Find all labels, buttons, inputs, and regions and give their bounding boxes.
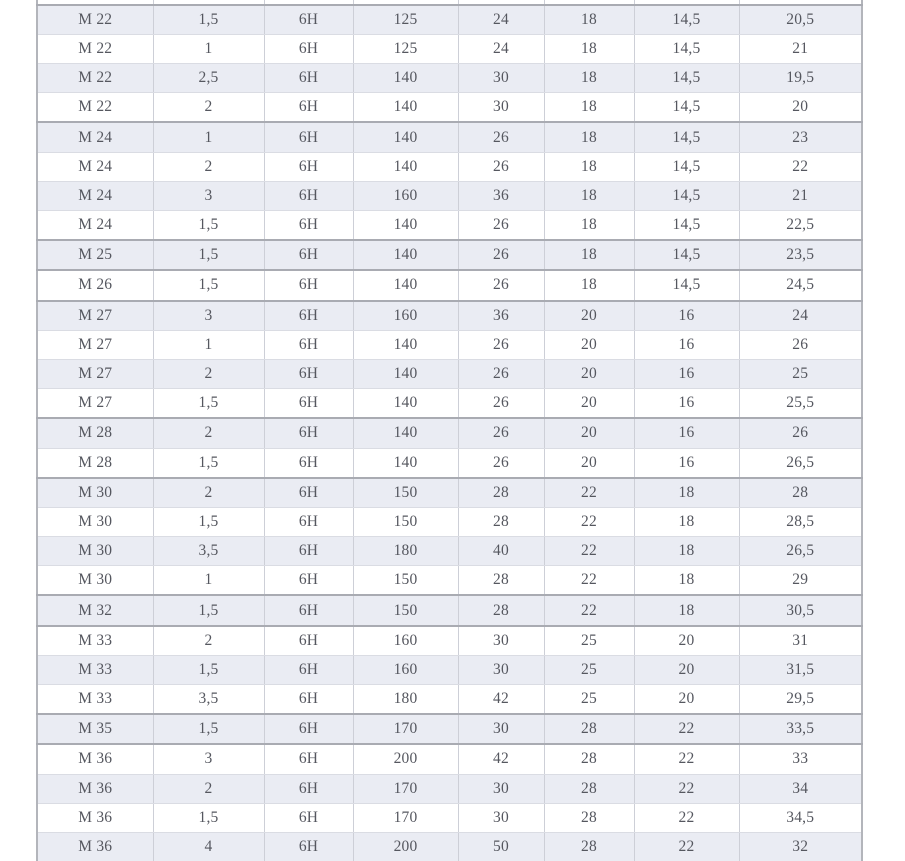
- table-cell: 150: [353, 507, 458, 536]
- table-cell: 3: [153, 744, 264, 774]
- table-cell: 6H: [264, 595, 353, 625]
- table-row: [37, 685, 862, 715]
- table-cell: 30: [458, 803, 544, 832]
- table-cell: 1: [153, 566, 264, 596]
- table-cell: 20: [634, 685, 739, 715]
- table-cell: 31,5: [739, 655, 862, 684]
- table-cell: M 24: [37, 181, 153, 210]
- table-cell: 20: [634, 626, 739, 656]
- table-row: [37, 803, 862, 832]
- table-cell: 14,5: [634, 211, 739, 241]
- table-row: [37, 774, 862, 803]
- table-cell: 1,5: [153, 5, 264, 35]
- table-cell: 18: [544, 93, 634, 123]
- table-cell: 20,5: [739, 5, 862, 35]
- table-cell: 16: [634, 359, 739, 388]
- table-cell: 40: [458, 537, 544, 566]
- table-cell: 25: [544, 626, 634, 656]
- table-cell: 21: [739, 34, 862, 63]
- table-cell: 18: [634, 537, 739, 566]
- table-cell: 1,5: [153, 389, 264, 419]
- table-cell: 140: [353, 330, 458, 359]
- table-cell: M 24: [37, 122, 153, 152]
- table-cell: M 36: [37, 744, 153, 774]
- table-row: [37, 655, 862, 684]
- table-row: [37, 152, 862, 181]
- table-cell: 16: [634, 301, 739, 331]
- table-cell: 140: [353, 359, 458, 388]
- table-cell: 2: [153, 478, 264, 508]
- table-cell: 21: [739, 181, 862, 210]
- table-row: [37, 714, 862, 744]
- table-cell: 6H: [264, 537, 353, 566]
- table-cell: 22: [544, 595, 634, 625]
- table-row: [37, 301, 862, 331]
- table-cell: 140: [353, 448, 458, 478]
- table-cell: 16: [634, 330, 739, 359]
- table-cell: 6H: [264, 301, 353, 331]
- table-cell: 3,5: [153, 685, 264, 715]
- table-cell: M 28: [37, 448, 153, 478]
- table-cell: 26: [458, 448, 544, 478]
- table-cell: 140: [353, 389, 458, 419]
- table-row: [37, 211, 862, 241]
- table-cell: 150: [353, 478, 458, 508]
- table-cell: 170: [353, 714, 458, 744]
- table-cell: 3,5: [153, 537, 264, 566]
- table-cell: 18: [634, 507, 739, 536]
- table-cell: 18: [544, 122, 634, 152]
- table-cell: 28: [458, 595, 544, 625]
- table-cell: 26: [458, 359, 544, 388]
- table-row: [37, 744, 862, 774]
- table-cell: M 36: [37, 774, 153, 803]
- table-cell: 33,5: [739, 714, 862, 744]
- table-row: [37, 181, 862, 210]
- table-cell: M 27: [37, 359, 153, 388]
- table-cell: 1,5: [153, 240, 264, 270]
- table-cell: 18: [634, 566, 739, 596]
- table-cell: 34: [739, 774, 862, 803]
- table-cell: 18: [544, 181, 634, 210]
- table-cell: 1: [153, 122, 264, 152]
- table-cell: 6H: [264, 389, 353, 419]
- table-cell: 50: [458, 832, 544, 861]
- table-cell: 1,5: [153, 595, 264, 625]
- table-cell: 16: [634, 418, 739, 448]
- table-cell: 18: [544, 5, 634, 35]
- table-cell: 14,5: [634, 270, 739, 300]
- table-cell: 19,5: [739, 64, 862, 93]
- table-cell: 22: [739, 152, 862, 181]
- table-cell: M 22: [37, 93, 153, 123]
- table-cell: 20: [544, 389, 634, 419]
- table-cell: 14,5: [634, 240, 739, 270]
- table-cell: 1,5: [153, 270, 264, 300]
- table-cell: 14,5: [634, 34, 739, 63]
- table-cell: 3: [153, 301, 264, 331]
- table-cell: 28: [544, 714, 634, 744]
- table-cell: 18: [634, 478, 739, 508]
- table-cell: M 36: [37, 803, 153, 832]
- table-row: [37, 122, 862, 152]
- table-cell: 150: [353, 566, 458, 596]
- table-cell: M 25: [37, 240, 153, 270]
- table-cell: M 27: [37, 389, 153, 419]
- table-cell: 26: [458, 389, 544, 419]
- table-cell: 30: [458, 626, 544, 656]
- table-cell: 29: [739, 566, 862, 596]
- table-cell: 30: [458, 714, 544, 744]
- table-cell: M 30: [37, 507, 153, 536]
- table-cell: 26: [458, 418, 544, 448]
- table-cell: 22: [634, 832, 739, 861]
- table-row: [37, 507, 862, 536]
- table-cell: M 22: [37, 64, 153, 93]
- table-cell: 26: [458, 122, 544, 152]
- table-cell: 18: [544, 211, 634, 241]
- table-cell: 18: [544, 270, 634, 300]
- table-cell: M 22: [37, 5, 153, 35]
- table-cell: 25: [544, 685, 634, 715]
- table-cell: 22,5: [739, 211, 862, 241]
- table-row: [37, 34, 862, 63]
- table-cell: 26,5: [739, 537, 862, 566]
- table-cell: M 24: [37, 152, 153, 181]
- table-cell: 14,5: [634, 152, 739, 181]
- table-row: [37, 270, 862, 300]
- table-cell: 14,5: [634, 93, 739, 123]
- table-cell: 6H: [264, 64, 353, 93]
- table-row: [37, 240, 862, 270]
- table-cell: M 35: [37, 714, 153, 744]
- table-cell: 6H: [264, 34, 353, 63]
- table-cell: 140: [353, 240, 458, 270]
- table-cell: M 22: [37, 34, 153, 63]
- table-cell: 2: [153, 774, 264, 803]
- table-row: [37, 5, 862, 35]
- table-cell: 23: [739, 122, 862, 152]
- table-cell: 30: [458, 93, 544, 123]
- table-cell: 28: [544, 774, 634, 803]
- table-cell: 36: [458, 301, 544, 331]
- table-cell: 2: [153, 359, 264, 388]
- table-cell: 24: [458, 34, 544, 63]
- table-cell: 160: [353, 181, 458, 210]
- table-cell: 16: [634, 389, 739, 419]
- table-cell: M 30: [37, 478, 153, 508]
- table-cell: 6H: [264, 685, 353, 715]
- table-cell: 140: [353, 270, 458, 300]
- thread-specs-table: [36, 0, 863, 861]
- table-cell: 14,5: [634, 122, 739, 152]
- table-cell: 28: [458, 566, 544, 596]
- table-cell: 2,5: [153, 64, 264, 93]
- table-cell: 140: [353, 64, 458, 93]
- table-cell: 25: [739, 359, 862, 388]
- table-cell: 170: [353, 803, 458, 832]
- table-cell: 6H: [264, 240, 353, 270]
- table-row: [37, 537, 862, 566]
- specs-table-body: [37, 0, 862, 861]
- table-cell: 25,5: [739, 389, 862, 419]
- table-cell: 22: [634, 803, 739, 832]
- table-cell: 20: [544, 359, 634, 388]
- table-cell: 1,5: [153, 448, 264, 478]
- table-cell: 24,5: [739, 270, 862, 300]
- table-cell: 125: [353, 5, 458, 35]
- table-cell: 6H: [264, 448, 353, 478]
- table-cell: 26: [458, 211, 544, 241]
- table-cell: 6H: [264, 626, 353, 656]
- table-cell: 28: [458, 478, 544, 508]
- table-cell: 6H: [264, 478, 353, 508]
- table-row: [37, 448, 862, 478]
- table-cell: M 30: [37, 537, 153, 566]
- table-cell: 31: [739, 626, 862, 656]
- table-cell: 200: [353, 832, 458, 861]
- table-cell: 6H: [264, 122, 353, 152]
- table-cell: 20: [544, 330, 634, 359]
- table-cell: 30: [458, 64, 544, 93]
- table-cell: 6H: [264, 566, 353, 596]
- table-cell: 6H: [264, 181, 353, 210]
- table-cell: 150: [353, 595, 458, 625]
- table-cell: 20: [544, 301, 634, 331]
- table-cell: 28: [544, 744, 634, 774]
- table-cell: 30: [458, 655, 544, 684]
- table-cell: 18: [544, 34, 634, 63]
- table-cell: 20: [739, 93, 862, 123]
- table-cell: 29,5: [739, 685, 862, 715]
- table-cell: 30,5: [739, 595, 862, 625]
- table-cell: M 33: [37, 626, 153, 656]
- table-cell: 6H: [264, 744, 353, 774]
- table-cell: 160: [353, 655, 458, 684]
- table-cell: 22: [634, 774, 739, 803]
- table-cell: 1: [153, 34, 264, 63]
- table-row: [37, 832, 862, 861]
- table-row: [37, 418, 862, 448]
- table-cell: 36: [458, 181, 544, 210]
- table-cell: 180: [353, 537, 458, 566]
- table-row: [37, 626, 862, 656]
- table-cell: 14,5: [634, 5, 739, 35]
- table-cell: 42: [458, 685, 544, 715]
- table-cell: 26: [458, 270, 544, 300]
- table-row: [37, 64, 862, 93]
- table-cell: 22: [544, 507, 634, 536]
- table-cell: M 26: [37, 270, 153, 300]
- table-cell: 28,5: [739, 507, 862, 536]
- table-row: [37, 566, 862, 596]
- table-cell: 16: [634, 448, 739, 478]
- table-cell: 140: [353, 152, 458, 181]
- table-cell: 140: [353, 122, 458, 152]
- table-cell: 25: [544, 655, 634, 684]
- table-cell: 4: [153, 832, 264, 861]
- table-cell: 26,5: [739, 448, 862, 478]
- table-cell: 22: [544, 537, 634, 566]
- table-cell: 3: [153, 181, 264, 210]
- table-cell: 6H: [264, 359, 353, 388]
- table-cell: 14,5: [634, 181, 739, 210]
- table-cell: 180: [353, 685, 458, 715]
- table-cell: 6H: [264, 152, 353, 181]
- table-cell: 160: [353, 626, 458, 656]
- table-cell: 2: [153, 626, 264, 656]
- table-cell: 28: [458, 507, 544, 536]
- table-cell: 6H: [264, 5, 353, 35]
- table-cell: 28: [544, 803, 634, 832]
- table-cell: 26: [458, 330, 544, 359]
- table-cell: 22: [634, 714, 739, 744]
- table-cell: 18: [634, 595, 739, 625]
- table-cell: 1: [153, 330, 264, 359]
- table-cell: 6H: [264, 774, 353, 803]
- table-cell: 22: [544, 566, 634, 596]
- table-cell: M 32: [37, 595, 153, 625]
- table-cell: 26: [739, 330, 862, 359]
- table-cell: 1,5: [153, 655, 264, 684]
- table-cell: 160: [353, 301, 458, 331]
- table-cell: 6H: [264, 507, 353, 536]
- table-cell: 140: [353, 418, 458, 448]
- table-cell: 200: [353, 744, 458, 774]
- table-row: [37, 478, 862, 508]
- table-cell: 30: [458, 774, 544, 803]
- table-cell: 6H: [264, 211, 353, 241]
- table-cell: M 27: [37, 301, 153, 331]
- table-cell: M 36: [37, 832, 153, 861]
- table-cell: 6H: [264, 270, 353, 300]
- table-cell: 1,5: [153, 803, 264, 832]
- table-cell: 1,5: [153, 507, 264, 536]
- table-row: [37, 359, 862, 388]
- table-cell: 125: [353, 34, 458, 63]
- table-cell: 20: [634, 655, 739, 684]
- table-cell: 6H: [264, 330, 353, 359]
- table-row: [37, 330, 862, 359]
- table-cell: M 28: [37, 418, 153, 448]
- table-cell: 33: [739, 744, 862, 774]
- table-cell: 18: [544, 152, 634, 181]
- table-cell: 42: [458, 744, 544, 774]
- table-cell: 2: [153, 418, 264, 448]
- table-cell: 23,5: [739, 240, 862, 270]
- table-cell: 34,5: [739, 803, 862, 832]
- table-cell: 6H: [264, 93, 353, 123]
- table-cell: 170: [353, 774, 458, 803]
- table-cell: 14,5: [634, 64, 739, 93]
- table-cell: 26: [739, 418, 862, 448]
- table-cell: 26: [458, 152, 544, 181]
- table-cell: 18: [544, 240, 634, 270]
- table-cell: 18: [544, 64, 634, 93]
- table-cell: 2: [153, 93, 264, 123]
- table-cell: 2: [153, 152, 264, 181]
- table-cell: 6H: [264, 655, 353, 684]
- table-cell: 22: [544, 478, 634, 508]
- table-cell: 24: [739, 301, 862, 331]
- table-cell: 140: [353, 211, 458, 241]
- table-cell: 140: [353, 93, 458, 123]
- table-cell: M 33: [37, 655, 153, 684]
- table-cell: M 27: [37, 330, 153, 359]
- table-cell: 28: [544, 832, 634, 861]
- table-cell: 22: [634, 744, 739, 774]
- table-cell: 20: [544, 448, 634, 478]
- table-cell: 1,5: [153, 714, 264, 744]
- table-row: [37, 595, 862, 625]
- table-row: [37, 93, 862, 123]
- table-cell: 6H: [264, 832, 353, 861]
- table-cell: 32: [739, 832, 862, 861]
- table-cell: 20: [544, 418, 634, 448]
- table-cell: 6H: [264, 418, 353, 448]
- table-cell: 26: [458, 240, 544, 270]
- table-cell: 6H: [264, 803, 353, 832]
- table-cell: M 30: [37, 566, 153, 596]
- table-cell: 1,5: [153, 211, 264, 241]
- table-cell: M 24: [37, 211, 153, 241]
- table-cell: 28: [739, 478, 862, 508]
- table-cell: 24: [458, 5, 544, 35]
- table-row: [37, 389, 862, 419]
- table-cell: 6H: [264, 714, 353, 744]
- table-cell: M 33: [37, 685, 153, 715]
